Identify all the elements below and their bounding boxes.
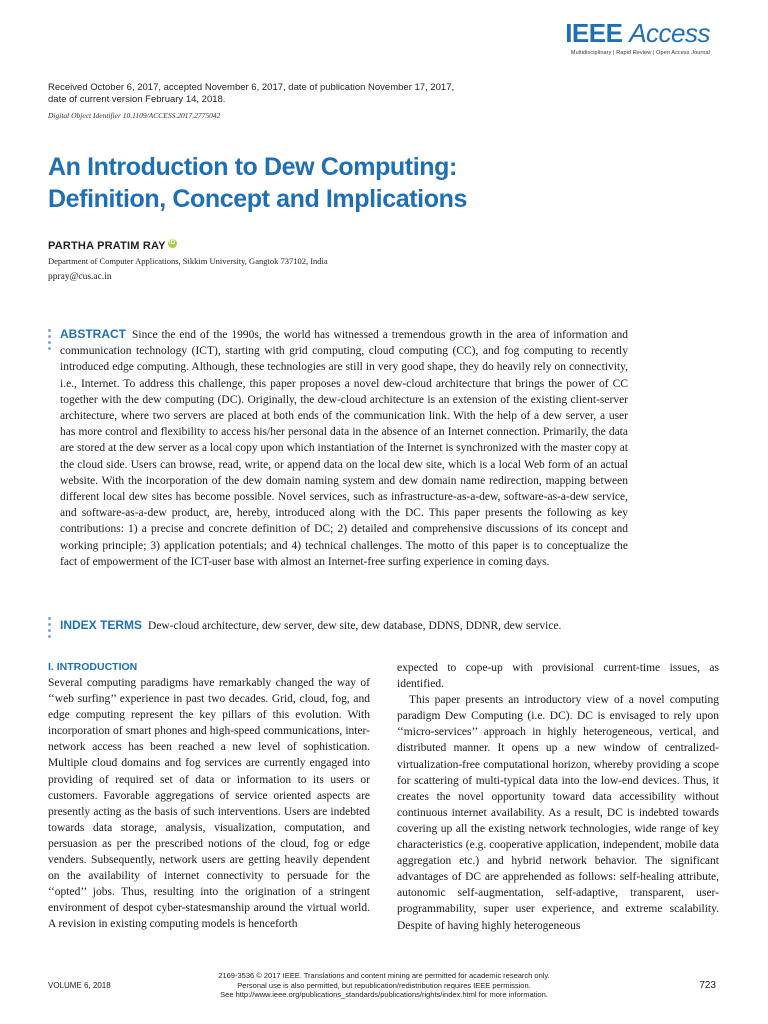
abstract-label: ABSTRACT xyxy=(60,327,126,341)
author-affiliation: Department of Computer Applications, Sikkim University, Gangtok 737102, India xyxy=(48,256,328,266)
logo-tagline: Multidisciplinary | Rapid Review | Open Access Journal xyxy=(570,50,710,56)
doi[interactable]: Digital Object Identifier 10.1109/ACCESS.2017.2775042 xyxy=(48,111,221,120)
intro-paragraph-1: Several computing paradigms have remarkably changed the way of ‘‘web surfing’’ experience in past two decades. Grid, cloud, fog, and edge computing represent the key pillars of this evolution. With incorporation of smart phones and high-speed communications, inter-network access has been reached a new level of sophistication. Multiple cloud domains and fog services are currently engaged into providing of required set of data or information to its users or customers. Favorable aggregations of service oriented aspects are presently acting as the basis of such interventions. Users are indebted towards data storage, analysis, visualization, computation, and persuasion as per the prescribed notions of the cloud, fog or edge venders. Subsequently, network users are getting heavily dependent on the availability of internet connectivity to persuade for the ‘‘opted’’ jobs. Thus, resulting into the origination of a stringent environment of despot cyber-statesmanship around the virtual world. A revision in existing computing models is henceforth xyxy=(48,677,370,931)
paper-title xyxy=(48,151,688,215)
title-line-2: Definition, Concept and Implications xyxy=(48,185,467,213)
author-name: PARTHA PRATIM RAY xyxy=(48,240,166,252)
received-dates xyxy=(48,82,508,106)
logo-brand: IEEE xyxy=(565,18,623,48)
received-line-2: date of current version February 14, 2018. xyxy=(48,94,226,105)
page-number: 723 xyxy=(699,980,716,991)
title-line-1: An Introduction to Dew Computing: xyxy=(48,153,457,181)
left-column xyxy=(48,660,370,933)
index-terms-dots-icon xyxy=(48,617,51,641)
journal-logo xyxy=(565,20,710,56)
author xyxy=(48,240,177,252)
abstract-text: Since the end of the 1990s, the world has witnessed a tremendous growth in the area of information and communication technology (ICT), starting with grid computing, cloud computing (CC), and fog computing to recently introduced edge computing. Although, these technologies are still in very good shape, they do heavily rely on connectivity, i.e., Internet. To address this challenge, this paper proposes a novel dew-cloud architecture that brings the power of CC together with the dew computing (DC). Originally, the dew-cloud architecture is an extension of the existing client-server architecture, where two servers are placed at both ends of the communication link. With the help of a dew server, a user has more control and flexibility to access his/her personal data in the absence of an Internet connection. Primarily, the data are stored at the dew server as a local copy upon which instantiation of the Internet is synchronized with the master copy at the cloud side. Users can browse, read, write, or append data on the local dew site, which is a local Web form of an actual website. With the incorporation of the dew domain naming system and dew domain name redirection, mapping between different local dew sites has become possible. Novel services, such as infrastructure-as-a-dew, software-as-a-dew service, and software-as-a-dew product, are, hereby, introduced along with the DC. This paper presents the following as key contributions: 1) a precise and concrete definition of DC; 2) detailed and comprehensive discussions of its concept and working principle; 3) application potentials; and 4) technical challenges. The motto of this paper is to conceptualize the fact of empowerment of the ICT-user base with almost an Internet-free surfing experience in coming days. xyxy=(60,329,628,568)
copyright-line-2: Personal use is also permitted, but republication/redistribution requires IEEE permission. xyxy=(237,980,531,990)
copyright-line-1: 2169-3536 © 2017 IEEE. Translations and content mining are permitted for academic research only. xyxy=(218,971,550,980)
index-terms xyxy=(60,617,660,634)
intro-paragraph-2: This paper presents an introductory view of a novel computing paradigm Dew Computing (i.e. DC). DC is envisaged to rely upon ‘‘micro-services’’ approach in highly heterogeneous, vertical, and distributed manner. It opens up a new window of centralized-virtualization-free computational horizon, whereby providing a scope for scattering of multi-typical data into the low-end devices. Thus, it creates the novel opportunity toward data accessibility without continuous internet availability. As a result, DC is indebted towards covering up all the existing network technologies, wide range of key characteristics (e.g. cooperative application, independent, mobile data aggregation etc.) and hybrid network behavior. The significant advantages of DC are apprehended as follows: self-healing attribute, autonomic self-augmentation, self-adaptive, transparent, user-programmability, super user experience, and extreme scalability. Despite of having highly heterogeneous xyxy=(397,694,719,932)
copyright-line-3[interactable]: See http://www.ieee.org/publications_standards/publications/rights/index.html for more information. xyxy=(220,990,548,999)
volume-label: VOLUME 6, 2018 xyxy=(48,981,111,990)
received-line-1: Received October 6, 2017, accepted November 6, 2017, date of publication November 17, 2017, xyxy=(48,82,455,93)
author-email[interactable]: ppray@cus.ac.in xyxy=(48,272,112,282)
logo-product: Access xyxy=(629,18,710,48)
abstract xyxy=(60,326,628,570)
section-heading: I. INTRODUCTION xyxy=(48,661,138,673)
copyright-notice xyxy=(0,971,768,1000)
right-column xyxy=(397,660,719,934)
index-terms-label: INDEX TERMS xyxy=(60,618,143,632)
abstract-dots-icon xyxy=(48,329,51,353)
intro-paragraph-1-continued: expected to cope-up with provisional current-time issues, as identified. xyxy=(397,662,719,691)
index-terms-text: Dew-cloud architecture, dew server, dew site, dew database, DDNS, DDNR, dew service. xyxy=(148,620,562,632)
orcid-icon[interactable]: iD xyxy=(168,239,176,246)
